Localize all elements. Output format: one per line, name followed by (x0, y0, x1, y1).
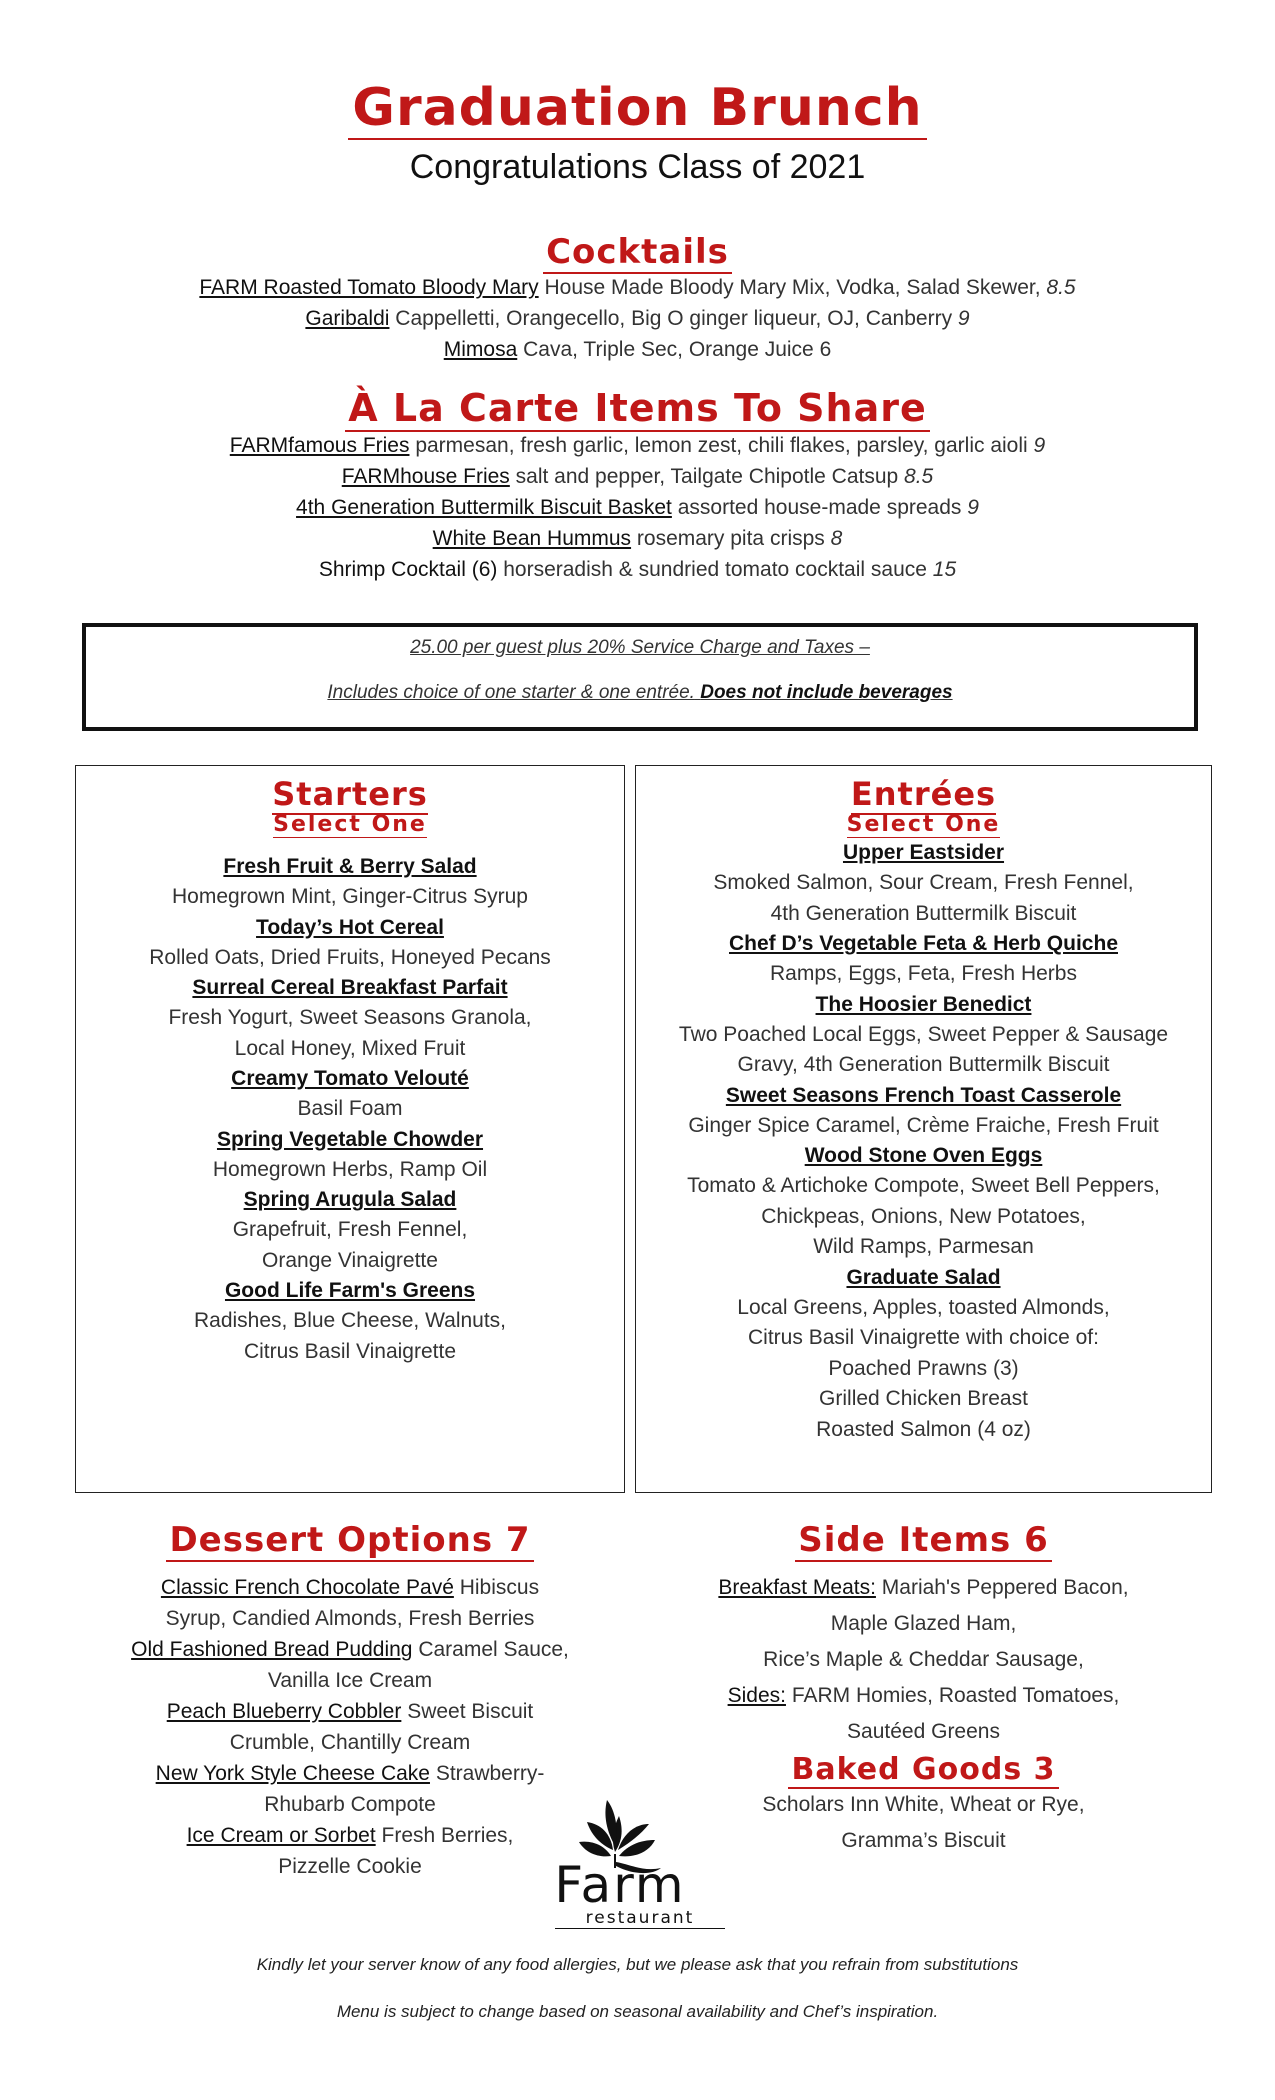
baked-item: Gramma’s Biscuit (841, 1829, 1006, 1852)
sides-heading: Side Items 6 (635, 1520, 1212, 1560)
menu-item-desc: Gravy, 4th Generation Buttermilk Biscuit (737, 1053, 1110, 1076)
menu-item: FARM Roasted Tomato Bloody Mary House Made Bloody Mary Mix, Vodka, Salad Skewer, 8.5 (199, 276, 1076, 299)
menu-item-name: Upper Eastsider (842, 841, 1005, 864)
menu-item: Peach Blueberry Cobbler Sweet Biscuit Crumble, Chantilly Cream (166, 1700, 534, 1754)
menu-item-name: Surreal Cereal Breakfast Parfait (192, 976, 508, 999)
side-item: Maple Glazed Ham, (830, 1612, 1017, 1635)
menu-item-desc: Smoked Salmon, Sour Cream, Fresh Fennel, (713, 871, 1134, 894)
dessert-heading: Dessert Options 7 (75, 1520, 625, 1560)
menu-item-name: Chef D’s Vegetable Feta & Herb Quiche (729, 932, 1118, 955)
menu-item-desc: Poached Prawns (3) (828, 1356, 1019, 1380)
menu-item-name: Spring Arugula Salad (243, 1188, 457, 1211)
menu-item-name: Creamy Tomato Velouté (231, 1067, 469, 1090)
menu-item-desc: Orange Vinaigrette (262, 1248, 438, 1272)
menu-item-desc: 4th Generation Buttermilk Biscuit (770, 901, 1077, 925)
logo-word: Farm (554, 1856, 686, 1914)
menu-item-desc: Roasted Salmon (4 oz) (816, 1417, 1031, 1441)
menu-item-desc: Citrus Basil Vinaigrette (243, 1339, 457, 1363)
menu-item-name: Good Life Farm's Greens (224, 1279, 476, 1302)
menu-item: FARMfamous Fries parmesan, fresh garlic, lemon zest, chili flakes, parsley, garlic aioli 9 (229, 434, 1046, 457)
menu-item-name: Spring Vegetable Chowder (216, 1127, 484, 1151)
side-item: Sides: FARM Homies, Roasted Tomatoes, (727, 1684, 1120, 1707)
allergy-note: Kindly let your server know of any food allergies, but we please ask that you refrain from substitutions (256, 1955, 1019, 1974)
side-item: Breakfast Meats: Mariah's Peppered Bacon, (718, 1576, 1129, 1599)
menu-item-desc: Radishes, Blue Cheese, Walnuts, (193, 1309, 507, 1332)
menu-item: 4th Generation Buttermilk Biscuit Basket assorted house-made spreads 9 (296, 496, 979, 519)
menu-item-desc: Tomato & Artichoke Compote, Sweet Bell Peppers, (687, 1174, 1160, 1197)
starters-subheading: Select One (273, 812, 427, 837)
page-title: Graduation Brunch (0, 78, 1275, 138)
alacarte-section (0, 386, 1275, 585)
menu-item-desc: Basil Foam (297, 1097, 403, 1120)
seasonal-note: Menu is subject to change based on seasonal availability and Chef’s inspiration. (336, 2002, 939, 2021)
menu-item: Classic French Chocolate Pavé Hibiscus Syrup, Candied Almonds, Fresh Berries (160, 1576, 540, 1630)
menu-item: New York Style Cheese Cake Strawberry-Rhubarb Compote (155, 1762, 545, 1816)
menu-item-name: Sweet Seasons French Toast Casserole (725, 1083, 1122, 1107)
menu-item-desc: Local Honey, Mixed Fruit (234, 1036, 466, 1060)
menu-item-desc: Local Greens, Apples, toasted Almonds, (737, 1295, 1110, 1319)
menu-item-desc: Chickpeas, Onions, New Potatoes, (761, 1204, 1086, 1228)
cocktails-section (0, 232, 1275, 365)
menu-item-name: Wood Stone Oven Eggs (804, 1144, 1043, 1167)
menu-item: FARMhouse Fries salt and pepper, Tailgate Chipotle Catsup 8.5 (341, 465, 934, 488)
entrees-heading: Entrées (850, 775, 997, 813)
starters-list (76, 852, 624, 1367)
baked-item: Scholars Inn White, Wheat or Rye, (762, 1793, 1085, 1816)
starters-box (75, 765, 625, 1493)
menu-item: Old Fashioned Bread Pudding Caramel Sauce, Vanilla Ice Cream (131, 1638, 569, 1692)
menu-item-name: Fresh Fruit & Berry Salad (223, 855, 477, 878)
menu-item-name: Graduate Salad (846, 1265, 1001, 1289)
includes-line: Includes choice of one starter & one entrée. Does not include beverages (327, 682, 953, 703)
side-item: Rice’s Maple & Cheddar Sausage, (763, 1648, 1084, 1671)
entrees-list (636, 838, 1211, 1445)
menu-item-desc: Homegrown Mint, Ginger-Citrus Syrup (172, 885, 528, 908)
menu-item-desc: Grapefruit, Fresh Fennel, (232, 1218, 468, 1241)
farm-logo (515, 1780, 725, 1930)
menu-item-desc: Fresh Yogurt, Sweet Seasons Granola, (168, 1006, 532, 1029)
menu-item-name: The Hoosier Benedict (815, 992, 1032, 1016)
menu-item-desc: Ramps, Eggs, Feta, Fresh Herbs (770, 962, 1077, 985)
menu-item-desc: Homegrown Herbs, Ramp Oil (212, 1157, 488, 1181)
menu-item-desc: Grilled Chicken Breast (819, 1387, 1028, 1410)
side-item: Sautéed Greens (847, 1720, 1000, 1743)
entrees-box (635, 765, 1212, 1493)
menu-item: White Bean Hummus rosemary pita crisps 8 (432, 527, 843, 550)
menu-item: Shrimp Cocktail (6) horseradish & sundried tomato cocktail sauce 15 (318, 558, 957, 581)
menu-item-desc: Wild Ramps, Parmesan (813, 1235, 1034, 1258)
starters-heading: Starters (272, 775, 428, 813)
menu-item-name: Today’s Hot Cereal (256, 915, 444, 939)
menu-item: Ice Cream or Sorbet Fresh Berries, Pizzelle Cookie (186, 1824, 514, 1878)
cocktails-heading: Cocktails (0, 232, 1275, 272)
page-subtitle: Congratulations Class of 2021 (409, 148, 866, 186)
menu-item-desc: Two Poached Local Eggs, Sweet Pepper & Sausage (678, 1022, 1169, 1046)
baked-heading: Baked Goods 3 (635, 1752, 1212, 1787)
alacarte-heading: À La Carte Items To Share (0, 386, 1275, 430)
logo-sub: restaurant (555, 1908, 725, 1929)
menu-item-desc: Ginger Spice Caramel, Crème Fraiche, Fresh Fruit (688, 1113, 1159, 1137)
menu-item: Garibaldi Cappelletti, Orangecello, Big O ginger liqueur, OJ, Canberry 9 (305, 307, 970, 330)
pricing-notice (82, 623, 1198, 731)
pricing-line: 25.00 per guest plus 20% Service Charge and Taxes – (410, 637, 870, 658)
menu-item-desc: Citrus Basil Vinaigrette with choice of: (748, 1326, 1099, 1349)
menu-item-desc: Rolled Oats, Dried Fruits, Honeyed Pecans (149, 945, 551, 969)
entrees-subheading: Select One (846, 812, 1001, 837)
menu-item: Mimosa Cava, Triple Sec, Orange Juice 6 (443, 338, 832, 361)
